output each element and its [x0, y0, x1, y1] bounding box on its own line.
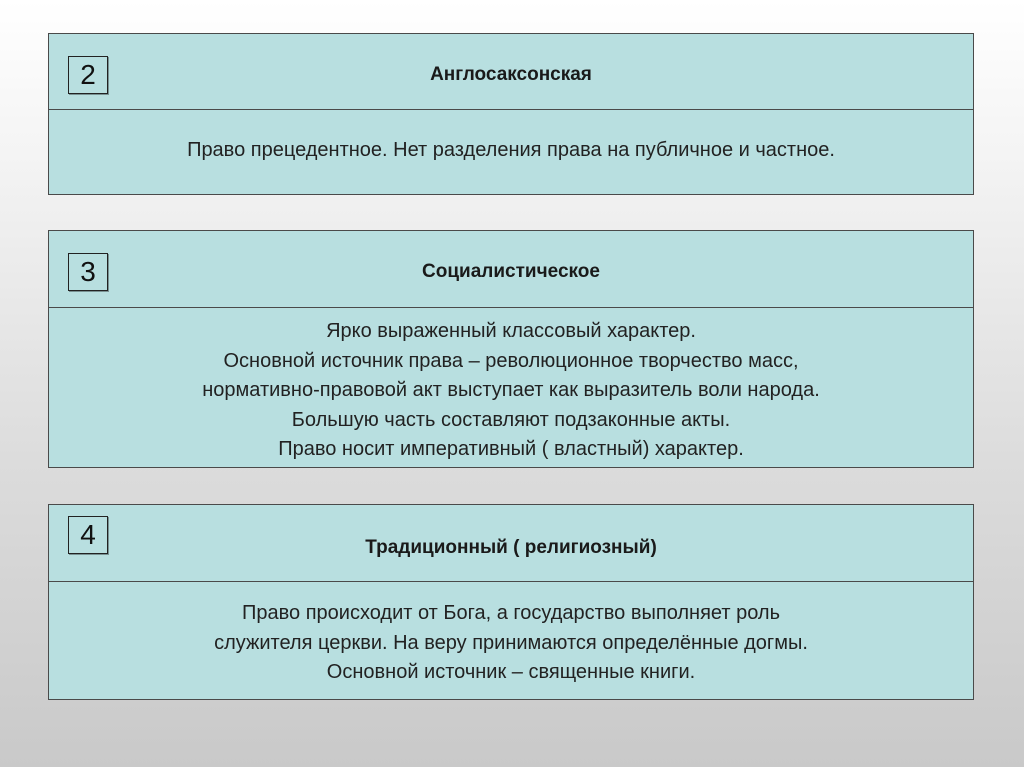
description-line: Право прецедентное. Нет разделения права на публичное и частное. — [187, 139, 835, 161]
card-description — [49, 582, 973, 688]
card-title: Традиционный ( религиозный) — [365, 537, 657, 558]
card-header — [49, 34, 973, 110]
legal-system-card-traditional — [48, 504, 974, 700]
description-line: Ярко выраженный классовый характер. — [326, 320, 696, 342]
card-description — [49, 308, 973, 465]
card-number-badge: 3 — [68, 253, 108, 291]
description-line: Основной источник права – революционное творчество масс, — [223, 349, 799, 372]
card-title: Социалистическое — [422, 261, 600, 282]
card-header — [49, 231, 973, 308]
card-description — [49, 110, 973, 166]
description-line: Право происходит от Бога, а государство выполняет роль — [242, 602, 780, 624]
description-line: Большую часть составляют подзаконные акты. — [291, 408, 731, 431]
description-line: Основной источник – священные книги. — [326, 661, 696, 683]
card-header — [49, 505, 973, 582]
card-title: Англосаксонская — [430, 64, 592, 85]
card-number-badge: 2 — [68, 56, 108, 94]
description-line: Право носит императивный ( властный) характер. — [278, 438, 744, 460]
card-number-badge: 4 — [68, 516, 108, 554]
description-line: нормативно-правовой акт выступает как выразитель воли народа. — [202, 379, 820, 401]
legal-system-card-socialist — [48, 230, 974, 468]
legal-system-card-anglo-saxon — [48, 33, 974, 195]
description-line: служителя церкви. На веру принимаются определённые догмы. — [214, 631, 808, 654]
